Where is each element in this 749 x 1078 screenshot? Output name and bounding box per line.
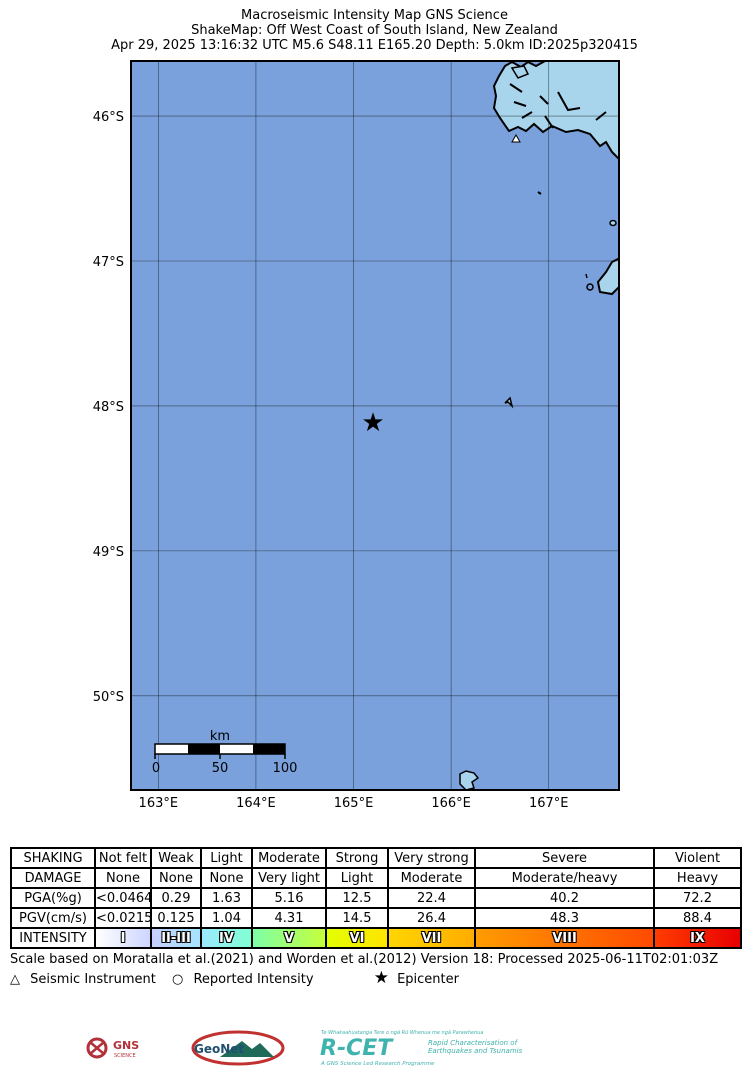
epicenter-marker[interactable]: ★ bbox=[361, 407, 385, 438]
legend-cell: Severe bbox=[475, 848, 654, 868]
legend-cell: 72.2 bbox=[654, 888, 741, 908]
legend-cell: Very light bbox=[252, 868, 326, 888]
legend-cell: 0.125 bbox=[151, 908, 201, 928]
map-title-line1: Macroseismic Intensity Map GNS Science bbox=[241, 8, 508, 23]
legend-cell: None bbox=[95, 868, 151, 888]
legend-cell: Moderate/heavy bbox=[475, 868, 654, 888]
lat-label: 49°S bbox=[92, 544, 124, 560]
legend-cell: Heavy bbox=[654, 868, 741, 888]
lat-label: 48°S bbox=[92, 399, 124, 415]
legend-cell: 26.4 bbox=[388, 908, 475, 928]
islet-1 bbox=[587, 284, 593, 290]
intensity-level-cell: I bbox=[95, 928, 151, 948]
legend-row-header: PGV(cm/s) bbox=[11, 908, 95, 928]
svg-text:GNS: GNS bbox=[113, 1039, 140, 1052]
legend-cell: <0.0464 bbox=[95, 888, 151, 908]
legend-row-header: PGA(%g) bbox=[11, 888, 95, 908]
svg-text:GeoNet: GeoNet bbox=[194, 1042, 245, 1056]
svg-text:Earthquakes and Tsunamis: Earthquakes and Tsunamis bbox=[428, 1047, 523, 1055]
lon-label: 166°E bbox=[431, 796, 471, 811]
lon-label: 165°E bbox=[333, 796, 374, 811]
svg-text:SCIENCE: SCIENCE bbox=[114, 1053, 136, 1059]
scale-tick-0: 0 bbox=[151, 761, 161, 776]
legend-cell: Moderate bbox=[252, 848, 326, 868]
scale-tick-50: 50 bbox=[211, 761, 229, 776]
gns-logo bbox=[86, 1036, 148, 1062]
legend-cell: Not felt bbox=[95, 848, 151, 868]
lon-label: 167°E bbox=[528, 796, 569, 811]
star-icon: ★ bbox=[373, 968, 389, 988]
legend-row-header: SHAKING bbox=[11, 848, 95, 868]
legend-cell: 88.4 bbox=[654, 908, 741, 928]
intensity-level-cell: V bbox=[252, 928, 326, 948]
intensity-level-cell: VI bbox=[326, 928, 388, 948]
legend-cell: None bbox=[201, 868, 252, 888]
legend-cell: Strong bbox=[326, 848, 388, 868]
legend-cell: 4.31 bbox=[252, 908, 326, 928]
legend-cell: Light bbox=[201, 848, 252, 868]
legend-cell: 0.29 bbox=[151, 888, 201, 908]
intensity-level-cell: IX bbox=[654, 928, 741, 948]
legend-cell: Violent bbox=[654, 848, 741, 868]
triangle-icon: △ bbox=[10, 972, 20, 987]
legend-cell: 40.2 bbox=[475, 888, 654, 908]
lat-label: 50°S bbox=[92, 689, 124, 705]
legend-cell: 22.4 bbox=[388, 888, 475, 908]
svg-text:R-CET: R-CET bbox=[320, 1036, 393, 1061]
intensity-level-cell: VIII bbox=[475, 928, 654, 948]
legend-cell: Light bbox=[326, 868, 388, 888]
legend-cell: 12.5 bbox=[326, 888, 388, 908]
lat-label: 46°S bbox=[92, 110, 124, 126]
intensity-row bbox=[11, 928, 741, 948]
legend-cell: Very strong bbox=[388, 848, 475, 868]
legend-cell: Moderate bbox=[388, 868, 475, 888]
legend-row-header: DAMAGE bbox=[11, 868, 95, 888]
legend-row bbox=[11, 868, 741, 888]
svg-text:A GNS Science Led Research Pro: A GNS Science Led Research Programme bbox=[321, 1061, 435, 1067]
legend-reported-label: Reported Intensity bbox=[193, 972, 314, 987]
intensity-level-cell: VII bbox=[388, 928, 475, 948]
intensity-level-cell: IV bbox=[201, 928, 252, 948]
islet-4 bbox=[586, 274, 587, 278]
scale-note: Scale based on Moratalla et al.(2021) and Worden et al.(2012) Version 18: Processed 2025-06-11T02:01:03Z bbox=[10, 952, 719, 967]
symbol-legend bbox=[10, 968, 459, 988]
scale-tick-100: 100 bbox=[272, 761, 298, 776]
scale-unit: km bbox=[209, 729, 231, 744]
map-title-line3: Apr 29, 2025 13:16:32 UTC M5.6 S48.11 E165.20 Depth: 5.0km ID:2025p320415 bbox=[111, 38, 638, 53]
map-title-line2: ShakeMap: Off West Coast of South Island, New Zealand bbox=[191, 23, 558, 38]
legend-row bbox=[11, 848, 741, 868]
legend-row bbox=[11, 908, 741, 928]
legend-cell: 1.63 bbox=[201, 888, 252, 908]
islet-2 bbox=[610, 221, 616, 226]
lat-label: 47°S bbox=[92, 255, 124, 271]
legend-cell: None bbox=[151, 868, 201, 888]
legend-cell: 14.5 bbox=[326, 908, 388, 928]
intensity-legend-table bbox=[10, 847, 742, 949]
circle-icon: ○ bbox=[172, 972, 184, 987]
svg-text:Rapid Characterisation of: Rapid Characterisation of bbox=[428, 1039, 518, 1047]
intensity-level-cell: II-III bbox=[151, 928, 201, 948]
geonet-logo bbox=[190, 1029, 286, 1067]
legend-row bbox=[11, 888, 741, 908]
legend-cell: Weak bbox=[151, 848, 201, 868]
rcet-logo bbox=[320, 1028, 540, 1070]
legend-cell: 48.3 bbox=[475, 908, 654, 928]
legend-cell: <0.0215 bbox=[95, 908, 151, 928]
legend-seismic-label: Seismic Instrument bbox=[30, 972, 156, 987]
legend-epicenter-label: Epicenter bbox=[397, 972, 459, 987]
intensity-header: INTENSITY bbox=[11, 928, 95, 948]
legend-cell: 1.04 bbox=[201, 908, 252, 928]
svg-text:Te Whakaahuatanga Tere o ngā R: Te Whakaahuatanga Tere o ngā Rū Whenua me ngā Parawhenua bbox=[321, 1030, 484, 1036]
lon-label: 163°E bbox=[138, 796, 179, 811]
lon-label: 164°E bbox=[236, 796, 276, 811]
legend-cell: 5.16 bbox=[252, 888, 326, 908]
